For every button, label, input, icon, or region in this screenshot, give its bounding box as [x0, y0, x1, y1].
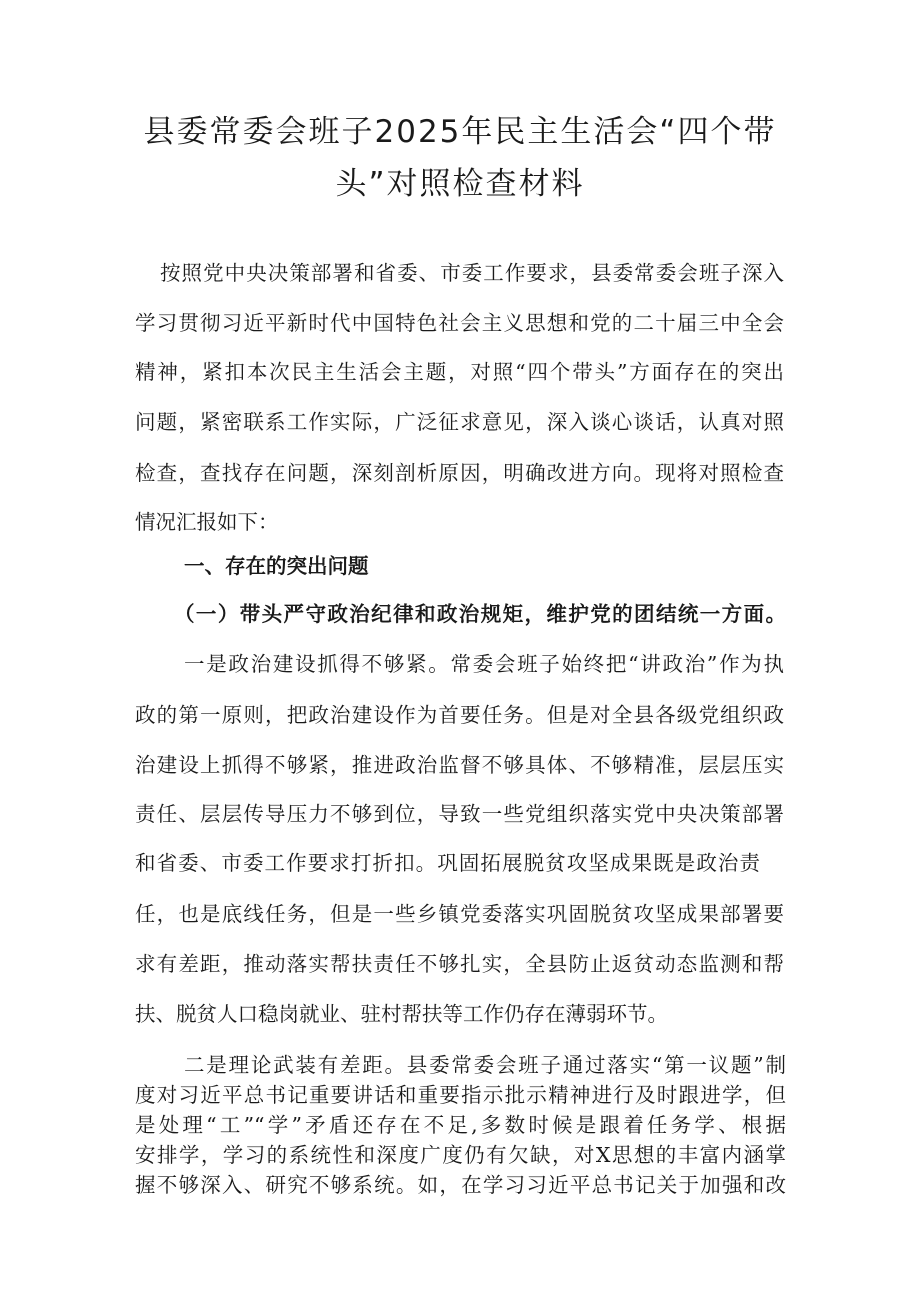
para2-line-3: 是处理“工”“学”矛盾还存在不足,多数时候是跟着任务学、根据 [135, 1113, 786, 1137]
intro-line-2: 学习贯彻习近平新时代中国特色社会主义思想和党的二十届三中全会 [135, 311, 784, 335]
intro-line-4: 问题，紧密联系工作实际，广泛征求意见，深入谈心谈话，认真对照 [135, 410, 784, 434]
para1-line-2: 政的第一原则，把政治建设作为首要任务。但是对全县各级党组织政 [135, 703, 784, 727]
para1-line-5: 和省委、市委工作要求打折扣。巩固拓展脱贫攻坚成果既是政治责 [135, 851, 760, 875]
document-title-line-1: 县委常委会班子2025年民主生活会“四个带 [143, 114, 777, 150]
para2-line-5: 握不够深入、研究不够系统。如，在学习习近平总书记关于加强和改 [135, 1173, 786, 1197]
document-title-line-2: 头”对照检查材料 [335, 166, 585, 202]
intro-line-3: 精神，紧扣本次民主生活会主题，对照“四个带头”方面存在的突出 [135, 360, 784, 384]
para1-line-6: 任，也是底线任务，但是一些乡镇党委落实巩固脱贫攻坚成果部署要 [135, 902, 784, 926]
intro-line-6: 情况汇报如下： [135, 510, 279, 534]
subsection-heading: （一）带头严守政治纪律和政治规矩，维护党的团结统一方面。 [174, 602, 786, 626]
para1-line-4: 责任、层层传导压力不够到位，导致一些党组织落实党中央决策部署 [135, 802, 784, 826]
para1-line-7: 求有差距，推动落实帮扶责任不够扎实，全县防止返贫动态监测和帮 [135, 952, 784, 976]
section-heading: 一、存在的突出问题 [184, 554, 369, 578]
para1-line-8: 扶、脱贫人口稳岗就业、驻村帮扶等工作仍存在薄弱环节。 [135, 1002, 668, 1026]
intro-line-5: 检查，查找存在问题，深刻剖析原因，明确改进方向。现将对照检查 [135, 461, 784, 485]
para2-line-2: 度对习近平总书记重要讲话和重要指示批示精神进行及时跟进学，但 [135, 1083, 786, 1107]
para2-line-1: 二是理论武装有差距。县委常委会班子通过落实“第一议题”制 [184, 1053, 786, 1077]
para2-line-4: 安排学，学习的系统性和深度广度仍有欠缺，对X思想的丰富内涵掌 [135, 1143, 786, 1167]
para1-line-1: 一是政治建设抓得不够紧。常委会班子始终把“讲政治”作为执 [184, 652, 784, 676]
para1-line-3: 治建设上抓得不够紧，推进政治监督不够具体、不够精准，层层压实 [135, 753, 784, 777]
intro-line-1: 按照党中央决策部署和省委、市委工作要求，县委常委会班子深入 [160, 261, 784, 285]
